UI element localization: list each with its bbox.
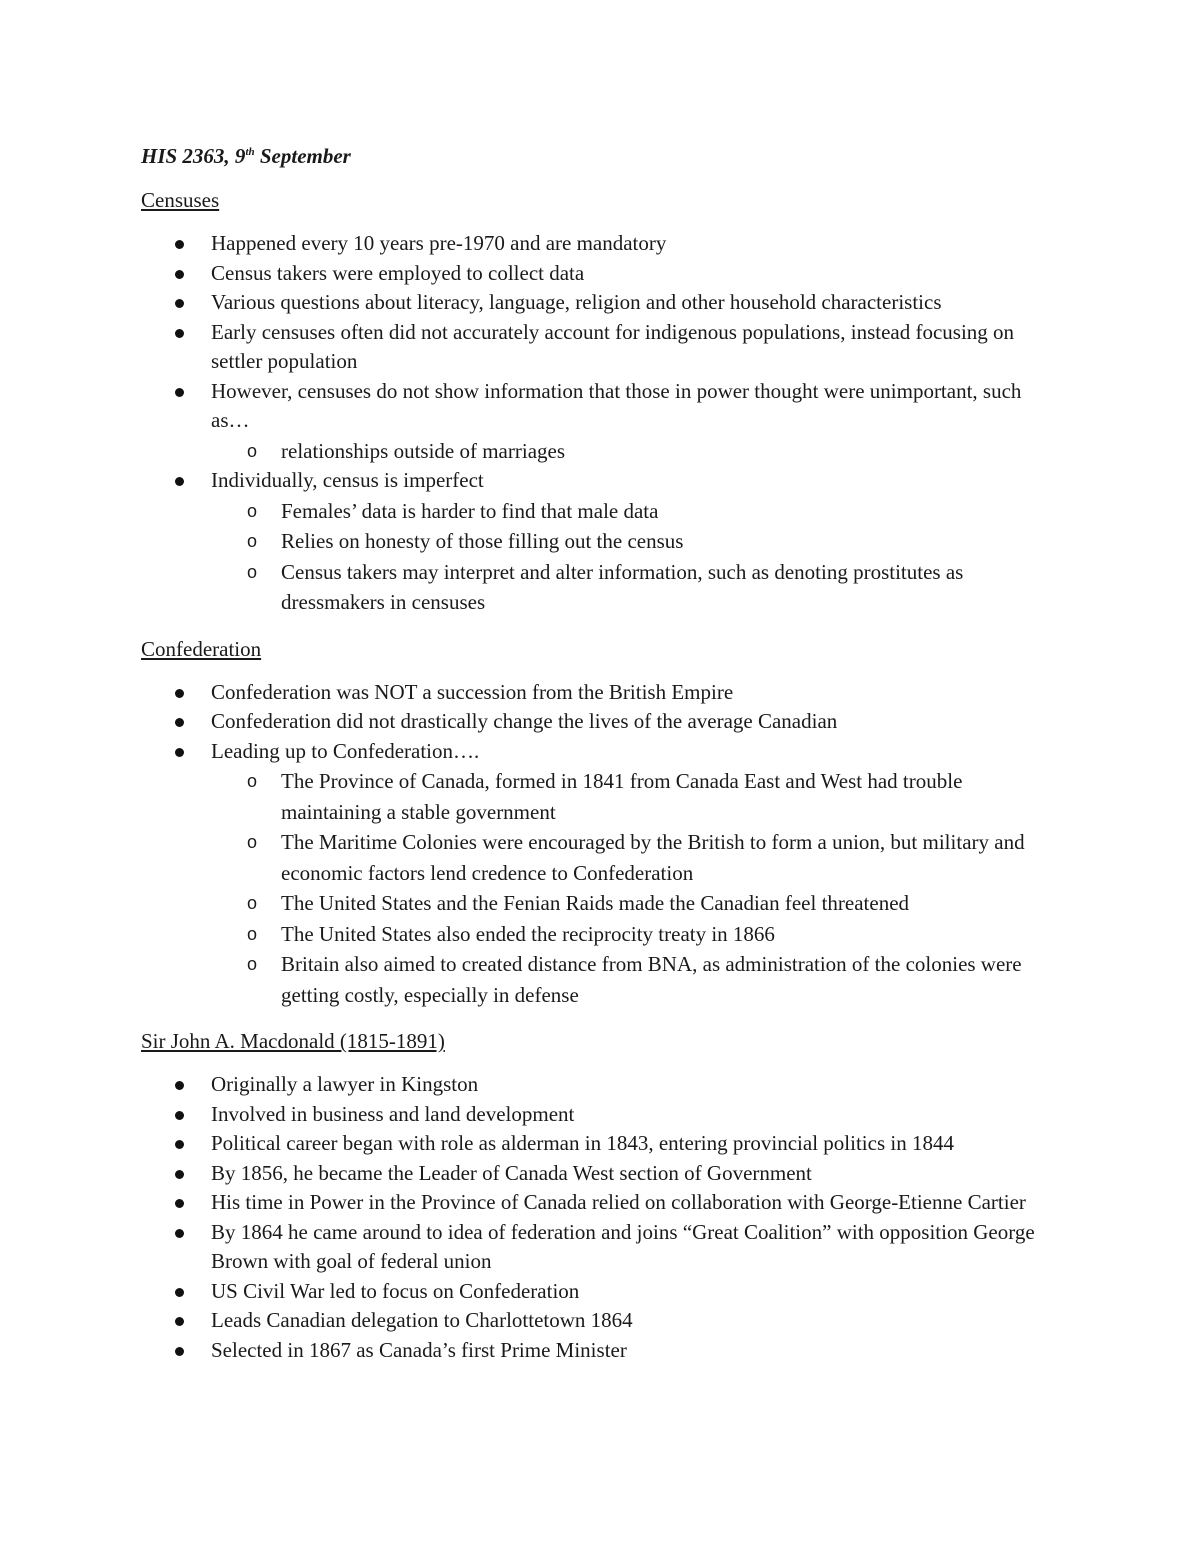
bullet-list <box>141 229 1061 618</box>
list-item <box>141 259 1061 289</box>
bullet-icon <box>175 1229 184 1238</box>
sub-list-item <box>211 436 1061 467</box>
list-item-text: Individually, census is imperfect <box>211 468 484 492</box>
list-item-text: His time in Power in the Province of Canada relied on collaboration with George-Etienne Cartier <box>211 1190 1026 1214</box>
list-item-text: By 1864 he came around to idea of federation and joins “Great Coalition” with opposition George Brown with goal of federal union <box>211 1219 1035 1273</box>
sub-list-item-text: Females’ data is harder to find that male data <box>281 498 659 523</box>
list-item <box>141 288 1061 318</box>
list-item-text: Originally a lawyer in Kingston <box>211 1072 479 1096</box>
hollow-bullet-icon: o <box>247 832 258 852</box>
list-item <box>141 1277 1061 1307</box>
sub-list-item <box>211 557 1061 618</box>
list-item-text: Happened every 10 years pre-1970 and are mandatory <box>211 231 667 255</box>
hollow-bullet-icon: o <box>247 954 258 974</box>
list-item-text: Early censuses often did not accurately account for indigenous populations, instead focusing on settler population <box>211 319 1015 373</box>
sub-list-item <box>211 827 1061 888</box>
list-item <box>141 1306 1061 1336</box>
sub-list-item-text: The Province of Canada, formed in 1841 from Canada East and West had trouble maintaining a stable government <box>281 769 963 824</box>
list-item <box>141 1188 1061 1218</box>
list-item-text: Various questions about literacy, language, religion and other household characteristics <box>211 290 942 314</box>
list-item <box>141 1070 1061 1100</box>
bullet-icon <box>175 1170 184 1179</box>
list-item <box>141 678 1061 708</box>
sub-bullet-list <box>211 766 1061 1010</box>
sub-bullet-list <box>211 436 1061 467</box>
bullet-icon <box>175 329 184 338</box>
list-item <box>141 707 1061 737</box>
sub-list-item-text: The United States and the Fenian Raids made the Canadian feel threatened <box>281 891 910 915</box>
bullet-list <box>141 1070 1061 1365</box>
list-item <box>141 1129 1061 1159</box>
list-item-text: Leads Canadian delegation to Charlottetown 1864 <box>211 1308 633 1332</box>
title-suffix: September <box>254 144 351 168</box>
section-censuses <box>141 185 1061 618</box>
title-prefix: HIS 2363, 9 <box>141 144 246 168</box>
list-item <box>141 1159 1061 1189</box>
sub-list-item <box>211 919 1061 950</box>
sub-list-item <box>211 949 1061 1010</box>
section-macdonald <box>141 1026 1061 1365</box>
bullet-icon <box>175 1288 184 1297</box>
list-item-text: US Civil War led to focus on Confederation <box>211 1278 580 1303</box>
title-superscript: th <box>245 146 255 158</box>
list-item-text: Confederation was NOT a succession from the British Empire <box>211 679 734 704</box>
list-item <box>141 377 1061 467</box>
sub-list-item <box>211 496 1061 527</box>
sub-list-item-text: The United States also ended the reciprocity treaty in 1866 <box>281 921 775 946</box>
list-item-text: Involved in business and land development <box>211 1101 575 1126</box>
hollow-bullet-icon: o <box>247 561 258 582</box>
list-item <box>141 1218 1061 1277</box>
sub-bullet-list <box>211 496 1061 618</box>
list-item <box>141 1336 1061 1366</box>
bullet-icon <box>175 748 184 757</box>
bullet-icon <box>175 1199 184 1208</box>
section-heading: Censuses <box>141 188 220 212</box>
sub-list-item <box>211 526 1061 557</box>
bullet-icon <box>175 388 184 397</box>
hollow-bullet-icon: o <box>247 923 258 944</box>
bullet-icon <box>175 1081 184 1090</box>
sub-list-item-text: Britain also aimed to created distance from BNA, as administration of the colonies were getting costly, especially in defense <box>281 952 1022 1007</box>
bullet-icon <box>175 1111 184 1120</box>
list-item <box>141 737 1061 1011</box>
list-item-text: By 1856, he became the Leader of Canada West section of Government <box>211 1160 812 1185</box>
sub-list-item <box>211 766 1061 827</box>
list-item <box>141 1100 1061 1130</box>
section-heading: Sir John A. Macdonald (1815-1891) <box>141 1029 445 1053</box>
bullet-icon <box>175 1140 184 1149</box>
bullet-list <box>141 678 1061 1011</box>
section-heading: Confederation <box>141 636 262 661</box>
page-title <box>141 141 1061 171</box>
sub-list-item-text: relationships outside of marriages <box>281 438 566 463</box>
list-item <box>141 229 1061 259</box>
bullet-icon <box>175 299 184 308</box>
sub-list-item-text: Relies on honesty of those filling out the census <box>281 529 684 553</box>
section-confederation <box>141 634 1061 1011</box>
list-item <box>141 466 1061 618</box>
bullet-icon <box>175 718 184 727</box>
hollow-bullet-icon: o <box>247 531 258 551</box>
document-page <box>141 141 1061 1381</box>
list-item-text: Leading up to Confederation…. <box>211 738 480 763</box>
bullet-icon <box>175 270 184 279</box>
list-item <box>141 318 1061 377</box>
bullet-icon <box>175 1317 184 1326</box>
bullet-icon <box>175 1347 184 1356</box>
hollow-bullet-icon: o <box>247 893 258 913</box>
sub-list-item-text: The Maritime Colonies were encouraged by the British to form a union, but military and economic factors lend credence to Confederation <box>281 830 1025 885</box>
list-item-text: Selected in 1867 as Canada’s first Prime Minister <box>211 1337 627 1362</box>
list-item-text: Political career began with role as alderman in 1843, entering provincial politics in 1844 <box>211 1131 954 1155</box>
sub-list-item-text: Census takers may interpret and alter information, such as denoting prostitutes as dressmakers in censuses <box>281 559 964 614</box>
list-item-text: However, censuses do not show information that those in power thought were unimportant, such as… <box>211 378 1022 432</box>
sub-list-item <box>211 888 1061 919</box>
bullet-icon <box>175 689 184 698</box>
bullet-icon <box>175 240 184 249</box>
hollow-bullet-icon: o <box>247 500 258 521</box>
hollow-bullet-icon: o <box>247 440 258 461</box>
bullet-icon <box>175 477 184 486</box>
hollow-bullet-icon: o <box>247 771 258 791</box>
list-item-text: Confederation did not drastically change the lives of the average Canadian <box>211 709 838 733</box>
list-item-text: Census takers were employed to collect data <box>211 260 585 285</box>
